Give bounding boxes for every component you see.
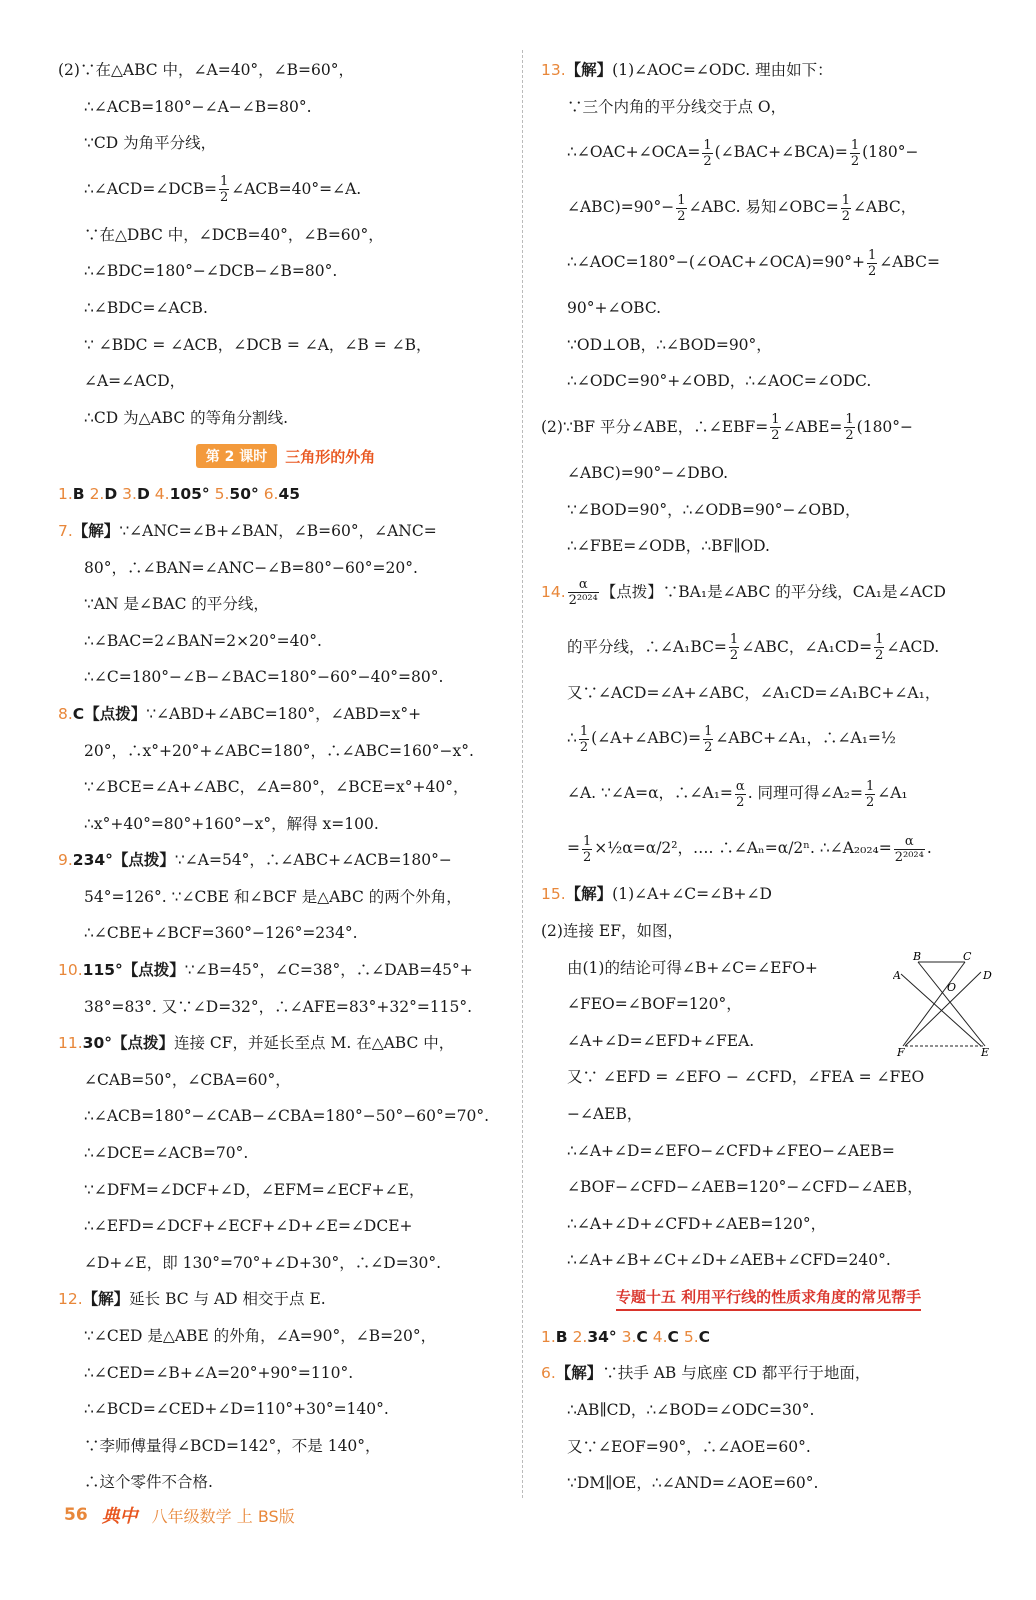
text-line bbox=[58, 253, 513, 290]
numerator: 1 bbox=[771, 412, 780, 428]
line-text: ∴∠DCE=∠ACB=70°. bbox=[84, 1144, 249, 1163]
line-text: ∠ACB=40°=∠A. bbox=[231, 179, 362, 198]
text-line bbox=[541, 455, 996, 492]
line-text: ∴∠C=180°−∠B−∠BAC=180°−60°−40°=80°. bbox=[84, 668, 444, 687]
text-line bbox=[58, 1355, 513, 1392]
denominator: 2²⁰²⁴ bbox=[568, 593, 598, 609]
denominator: 2 bbox=[729, 648, 739, 664]
solution-tag: 【解】 bbox=[565, 885, 613, 904]
text-line bbox=[541, 1169, 996, 1206]
text-line bbox=[58, 290, 513, 327]
line-text: ∴∠ACB=180°−∠CAB−∠CBA=180°−50°−60°=70°. bbox=[84, 1107, 490, 1126]
denominator: 2 bbox=[845, 428, 854, 444]
text-line bbox=[58, 162, 513, 217]
line-text: (180°− bbox=[856, 417, 914, 436]
line-text: (2)∵在△ABC 中，∠A=40°，∠B=60°， bbox=[58, 61, 355, 79]
fraction bbox=[841, 193, 851, 224]
label-e: E bbox=[981, 1046, 990, 1059]
fraction bbox=[865, 779, 875, 810]
fraction bbox=[729, 632, 739, 663]
answer: C bbox=[636, 1327, 648, 1346]
line-text: . bbox=[926, 839, 932, 858]
text-line bbox=[58, 1062, 513, 1099]
solution-tag: 【解】 bbox=[555, 1364, 603, 1383]
text-line bbox=[541, 1465, 996, 1502]
page-footer bbox=[64, 1500, 295, 1530]
topic-heading bbox=[541, 1279, 996, 1319]
line-text: 90°+∠OBC. bbox=[567, 299, 662, 318]
question-number: 1. bbox=[541, 1327, 556, 1346]
right-column bbox=[541, 52, 996, 1502]
fraction bbox=[703, 724, 713, 755]
line-text: ∠ABC，∠A₁CD= bbox=[741, 637, 873, 656]
line-text: (1)∠A+∠C=∠B+∠D bbox=[612, 885, 772, 904]
lesson-title: 三角形的外角 bbox=[285, 447, 376, 466]
question-number: 1. bbox=[58, 485, 73, 504]
line-text: ∵∠B=45°，∠C=38°，∴∠DAB=45°+ bbox=[184, 961, 473, 980]
text-line bbox=[58, 915, 513, 952]
line-text: ∴ bbox=[567, 729, 577, 748]
question-number: 4. bbox=[652, 1327, 668, 1346]
fraction bbox=[874, 632, 884, 663]
line-text: ∠A₁ bbox=[877, 784, 908, 803]
text-line bbox=[541, 821, 996, 876]
fraction bbox=[579, 724, 589, 755]
question-number: 2. bbox=[572, 1327, 588, 1346]
label-a: A bbox=[893, 969, 901, 982]
line-text: . 同理可得∠A₂= bbox=[747, 784, 863, 803]
question-number: 3. bbox=[122, 485, 137, 504]
text-line bbox=[58, 1245, 513, 1282]
solution-tag: 【点拨】 bbox=[111, 1034, 174, 1053]
text-line bbox=[541, 675, 996, 712]
label-o: O bbox=[947, 981, 957, 994]
text-line bbox=[541, 1059, 996, 1096]
fraction bbox=[676, 193, 686, 224]
line-text: ∠ABC， bbox=[853, 198, 917, 217]
question-number: 4. bbox=[154, 485, 170, 504]
text-line bbox=[58, 1464, 513, 1501]
answer: D bbox=[104, 485, 118, 504]
line-text: ∵∠CED 是△ABE 的外角，∠A=90°，∠B=20°， bbox=[84, 1327, 437, 1345]
text-line bbox=[58, 1428, 513, 1465]
line-text: ∵∠ANC=∠B+∠BAN，∠B=60°，∠ANC= bbox=[119, 521, 437, 540]
numerator: 1 bbox=[865, 778, 875, 794]
question-number: 6. bbox=[263, 485, 279, 504]
text-line bbox=[58, 952, 513, 989]
label-c: C bbox=[963, 950, 972, 963]
question-number: 9. bbox=[58, 851, 73, 870]
text-line bbox=[58, 327, 513, 364]
text-line bbox=[58, 586, 513, 623]
line-text: ∴∠BAC=2∠BAN=2×20°=40°. bbox=[84, 631, 322, 650]
question-number: 12. bbox=[58, 1290, 83, 1309]
line-text: 又∵∠ACD=∠A+∠ABC，∠A₁CD=∠A₁BC+∠A₁， bbox=[567, 683, 941, 702]
line-text: ∴x°+40°=80°+160°−x°，解得 x=100. bbox=[84, 814, 379, 833]
question-number: 3. bbox=[621, 1327, 637, 1346]
question-number: 11. bbox=[58, 1034, 83, 1053]
question-number: 7. bbox=[58, 521, 73, 540]
numerator: α bbox=[568, 577, 599, 593]
numerator: 1 bbox=[704, 723, 713, 739]
fraction bbox=[568, 577, 599, 608]
line-text: ∴∠BDC=∠ACB. bbox=[84, 298, 208, 317]
question-number: 8. bbox=[58, 704, 73, 723]
fraction bbox=[770, 412, 780, 443]
solution-tag: 【解】 bbox=[72, 521, 120, 540]
line-text: ∴∠ODC=90°+∠OBD，∴∠AOC=∠ODC. bbox=[567, 372, 872, 391]
text-line bbox=[58, 550, 513, 587]
line-text: ∵∠BOD=90°，∴∠ODB=90°−∠OBD， bbox=[567, 500, 861, 519]
text-line bbox=[541, 711, 996, 766]
text-line bbox=[58, 400, 513, 437]
denominator: 2 bbox=[850, 153, 860, 169]
question-number: 5. bbox=[683, 1327, 699, 1346]
line-text: ∠ACD. bbox=[886, 637, 940, 656]
line-text: 20°，∴x°+20°+∠ABC=180°，∴∠ABC=160°−x°. bbox=[84, 741, 474, 760]
text-line bbox=[541, 1206, 996, 1243]
book-title: 八年级数学 上 BS版 bbox=[151, 1506, 295, 1526]
question-number: 13. bbox=[541, 61, 566, 79]
topic-title: 专题十五 利用平行线的性质求角度的常见帮手 bbox=[616, 1286, 921, 1311]
line-text: ∵AN 是∠BAC 的平分线， bbox=[84, 595, 269, 614]
line-text: ∴∠A+∠B+∠C+∠D+∠AEB+∠CFD=240°. bbox=[567, 1251, 891, 1270]
line-text: −∠AEB， bbox=[567, 1104, 643, 1123]
answer: B bbox=[555, 1327, 568, 1346]
text-line bbox=[541, 1096, 996, 1133]
text-line bbox=[541, 363, 996, 400]
question-number: 2. bbox=[89, 485, 105, 504]
text-line bbox=[58, 733, 513, 770]
line-text: ∴∠AOC=180°−(∠OAC+∠OCA)=90°+ bbox=[567, 253, 865, 272]
line-text: 38°=83°. 又∵∠D=32°，∴∠AFE=83°+32°=115°. bbox=[84, 997, 473, 1016]
line-text: 连接 CF，并延长至点 M. 在△ABC 中， bbox=[174, 1034, 455, 1053]
line-text: ∵∠DFM=∠DCF+∠D，∠EFM=∠ECF+∠E， bbox=[84, 1180, 425, 1199]
solution-tag: 【解】 bbox=[565, 61, 613, 79]
label-f: F bbox=[897, 1046, 905, 1059]
answer: C bbox=[72, 704, 85, 723]
text-line bbox=[58, 659, 513, 696]
denominator: 2 bbox=[583, 849, 592, 865]
denominator: 2 bbox=[841, 208, 851, 224]
line-text: 由(1)的结论可得∠B+∠C=∠EFO+ bbox=[567, 958, 818, 977]
line-text: ∴∠CBE+∠BCF=360°−126°=234°. bbox=[84, 924, 358, 943]
line-text: ∴∠ACD=∠DCB= bbox=[84, 179, 217, 198]
line-text: (∠BAC+∠BCA)= bbox=[714, 143, 848, 162]
text-line bbox=[58, 1318, 513, 1355]
answer: C bbox=[667, 1327, 679, 1346]
answer: B bbox=[72, 485, 85, 504]
answer: D bbox=[136, 485, 150, 504]
line-text: (1)∠AOC=∠ODC. 理由如下： bbox=[612, 61, 833, 79]
numerator: 1 bbox=[583, 833, 592, 849]
line-text: ∴∠CED=∠B+∠A=20°+90°=110°. bbox=[84, 1363, 354, 1382]
text-line bbox=[541, 492, 996, 529]
numerator: 1 bbox=[219, 174, 229, 190]
line-text: ∠CAB=50°，∠CBA=60°， bbox=[84, 1070, 291, 1089]
answer: 50° bbox=[229, 485, 259, 504]
lesson-badge: 第 2 课时 bbox=[196, 444, 278, 468]
geometry-figure bbox=[893, 950, 993, 1060]
fraction bbox=[582, 834, 592, 865]
denominator: 2 bbox=[867, 263, 877, 279]
line-text: ∵∠BCE=∠A+∠ABC，∠A=80°，∠BCE=x°+40°， bbox=[84, 778, 469, 797]
solution-tag: 【点拨】 bbox=[112, 851, 175, 870]
line-text: ∵CD 为角平分线， bbox=[84, 134, 217, 153]
text-line bbox=[58, 1281, 513, 1318]
line-text: (2)连接 EF，如图， bbox=[541, 921, 683, 940]
line-text: ∵在△DBC 中，∠DCB=40°，∠B=60°， bbox=[84, 225, 384, 244]
line-text: ∵DM∥OE，∴∠AND=∠AOE=60°. bbox=[567, 1474, 819, 1493]
answer: 105° bbox=[169, 485, 210, 504]
text-line bbox=[58, 623, 513, 660]
denominator: 2 bbox=[579, 739, 589, 755]
line-text: ∠ABC. 易知∠OBC= bbox=[688, 198, 839, 217]
line-text: ∴∠FBE=∠ODB，∴BF∥OD. bbox=[567, 537, 770, 556]
line-text: ∠ABC)=90°−∠DBO. bbox=[567, 463, 729, 482]
solution-tag: 【解】 bbox=[82, 1290, 130, 1309]
text-line bbox=[58, 217, 513, 254]
line-text: ∵三个内角的平分线交于点 O， bbox=[567, 97, 787, 116]
text-line bbox=[541, 1392, 996, 1429]
numerator: α bbox=[735, 778, 745, 794]
text-line bbox=[58, 879, 513, 916]
text-line bbox=[541, 876, 996, 913]
text-line bbox=[58, 1172, 513, 1209]
solution-tag: 【点拨】 bbox=[122, 961, 185, 980]
column-divider bbox=[522, 50, 523, 1498]
text-line bbox=[541, 1429, 996, 1466]
text-line bbox=[58, 1025, 513, 1062]
line-text: ∴CD 为△ABC 的等角分割线. bbox=[84, 408, 289, 427]
text-line bbox=[541, 125, 996, 180]
text-line bbox=[541, 913, 996, 950]
line-text: ∴∠ACB=180°−∠A−∠B=80°. bbox=[84, 97, 312, 116]
text-line bbox=[541, 766, 996, 821]
fraction bbox=[894, 834, 925, 865]
line-text: ∠FEO=∠BOF=120°， bbox=[567, 995, 742, 1014]
line-text: ∴∠OAC+∠OCA= bbox=[567, 143, 701, 162]
line-text: ∴∠BDC=180°−∠DCB−∠B=80°. bbox=[84, 262, 338, 281]
numerator: 1 bbox=[677, 192, 686, 208]
answer: 30° bbox=[82, 1034, 112, 1053]
text-line bbox=[58, 52, 513, 89]
denominator: 2 bbox=[703, 153, 712, 169]
solution-tag: 【点拨】 bbox=[84, 704, 147, 723]
line-text: 延长 BC 与 AD 相交于点 E. bbox=[129, 1290, 326, 1309]
line-text: ∴∠A+∠D+∠CFD+∠AEB=120°， bbox=[567, 1214, 827, 1233]
text-line bbox=[541, 1133, 996, 1170]
text-line bbox=[58, 513, 513, 550]
fraction bbox=[850, 138, 860, 169]
answer: 45 bbox=[278, 485, 301, 504]
line-text: ∠A+∠D=∠EFD+∠FEA. bbox=[567, 1031, 755, 1050]
numerator: 1 bbox=[703, 137, 712, 153]
line-text: 80°，∴∠BAN=∠ANC−∠B=80°−60°=20°. bbox=[84, 558, 418, 577]
line-text: ∠BOF−∠CFD−∠AEB=120°−∠CFD−∠AEB， bbox=[567, 1178, 923, 1197]
question-number: 6. bbox=[541, 1364, 556, 1383]
text-line bbox=[58, 363, 513, 400]
line-text: ∠A=∠ACD， bbox=[84, 372, 186, 391]
answer: 115° bbox=[82, 961, 123, 980]
numerator: α bbox=[894, 834, 925, 850]
fraction bbox=[844, 412, 854, 443]
text-line bbox=[541, 565, 996, 620]
text-line bbox=[541, 1355, 996, 1392]
line-text: ∠ABC= bbox=[879, 253, 940, 272]
line-text: ∵李师傅量得∠BCD=142°，不是 140°， bbox=[84, 1436, 381, 1455]
text-line bbox=[541, 180, 996, 235]
text-line bbox=[58, 842, 513, 879]
line-text: 又∵∠EOF=90°，∴∠AOE=60°. bbox=[567, 1437, 811, 1456]
text-line bbox=[541, 89, 996, 126]
answer: C bbox=[698, 1327, 711, 1346]
text-line bbox=[58, 1098, 513, 1135]
text-line bbox=[541, 1319, 996, 1356]
text-line bbox=[541, 1242, 996, 1279]
text-line bbox=[541, 235, 996, 290]
left-column bbox=[58, 52, 513, 1501]
text-line bbox=[58, 476, 513, 513]
fraction bbox=[219, 174, 229, 205]
line-text: 又∵ ∠EFD = ∠EFO − ∠CFD，∠FEA = ∠FEO bbox=[567, 1068, 925, 1087]
line-text: ∴这个零件不合格. bbox=[84, 1473, 213, 1492]
fraction bbox=[702, 138, 712, 169]
line-text: (2)∵BF 平分∠ABE，∴∠EBF= bbox=[541, 417, 769, 436]
text-line bbox=[58, 89, 513, 126]
question-number: 5. bbox=[214, 485, 230, 504]
denominator: 2²⁰²⁴ bbox=[894, 849, 924, 865]
label-d: D bbox=[983, 969, 992, 982]
label-b: B bbox=[913, 950, 922, 963]
denominator: 2 bbox=[704, 739, 713, 755]
page-number: 56 bbox=[64, 1505, 88, 1525]
answer: 34° bbox=[587, 1327, 617, 1346]
question-number: 15. bbox=[541, 885, 566, 904]
denominator: 2 bbox=[875, 648, 884, 664]
line-text: ∵OD⊥OB，∴∠BOD=90°， bbox=[567, 335, 772, 354]
text-line bbox=[541, 290, 996, 327]
line-text: (∠A+∠ABC)= bbox=[591, 729, 702, 748]
brand-logo: 典中 bbox=[101, 1506, 138, 1527]
line-text: ∠ABE= bbox=[782, 417, 843, 436]
line-text: ×½α=α/2²，…. ∴∠Aₙ=α/2ⁿ. ∴∠A₂₀₂₄= bbox=[594, 839, 892, 858]
line-text: ∵扶手 AB 与底座 CD 都平行于地面， bbox=[602, 1364, 871, 1383]
question-number: 10. bbox=[58, 961, 83, 980]
text-line bbox=[58, 989, 513, 1026]
fraction bbox=[735, 779, 746, 810]
line-text: ∴∠BCD=∠CED+∠D=110°+30°=140°. bbox=[84, 1400, 389, 1419]
text-line bbox=[58, 1391, 513, 1428]
line-text: ∠D+∠E，即 130°=70°+∠D+30°，∴∠D=30°. bbox=[84, 1253, 442, 1272]
numerator: 1 bbox=[845, 412, 854, 428]
answer: 234° bbox=[72, 851, 113, 870]
text-line bbox=[541, 52, 996, 89]
fraction bbox=[867, 248, 877, 279]
line-text: ∴∠A+∠D=∠EFO−∠CFD+∠FEO−∠AEB= bbox=[567, 1141, 895, 1160]
line-text: 【点拨】∵BA₁是∠ABC 的平分线，CA₁是∠ACD bbox=[600, 582, 946, 601]
line-text: ∵∠A=54°，∴∠ABC+∠ACB=180°− bbox=[174, 851, 452, 870]
line-text: ∴AB∥CD，∴∠BOD=∠ODC=30°. bbox=[567, 1401, 815, 1420]
text-line bbox=[541, 528, 996, 565]
denominator: 2 bbox=[736, 794, 745, 810]
numerator: 1 bbox=[729, 632, 739, 648]
line-text: ∠ABC+∠A₁，∴∠A₁=½ bbox=[715, 729, 896, 748]
numerator: 1 bbox=[579, 723, 589, 739]
lesson-heading bbox=[58, 436, 513, 476]
text-line bbox=[58, 769, 513, 806]
numerator: 1 bbox=[867, 247, 877, 263]
text-line bbox=[58, 1135, 513, 1172]
question-number: 14. bbox=[541, 582, 566, 601]
line-text: ∴∠EFD=∠DCF+∠ECF+∠D+∠E=∠DCE+ bbox=[84, 1217, 413, 1236]
denominator: 2 bbox=[219, 190, 229, 206]
text-line bbox=[58, 806, 513, 843]
numerator: 1 bbox=[841, 192, 851, 208]
denominator: 2 bbox=[677, 208, 686, 224]
line-text: ∠A. ∵∠A=α，∴∠A₁= bbox=[567, 784, 733, 803]
text-line bbox=[541, 620, 996, 675]
denominator: 2 bbox=[771, 428, 780, 444]
line-text: ∵∠ABD+∠ABC=180°，∠ABD=x°+ bbox=[146, 704, 422, 723]
line-text: (180°− bbox=[862, 143, 919, 162]
text-line bbox=[58, 696, 513, 733]
text-line bbox=[541, 400, 996, 455]
text-line bbox=[541, 327, 996, 364]
numerator: 1 bbox=[875, 632, 884, 648]
text-line bbox=[58, 125, 513, 162]
denominator: 2 bbox=[865, 794, 875, 810]
line-text: 的平分线，∴∠A₁BC= bbox=[567, 637, 727, 656]
numerator: 1 bbox=[850, 137, 860, 153]
line-text: ∵ ∠BDC = ∠ACB，∠DCB = ∠A，∠B = ∠B， bbox=[84, 335, 432, 354]
line-text: ∠ABC)=90°− bbox=[567, 198, 675, 217]
line-text: 54°=126°. ∵∠CBE 和∠BCF 是△ABC 的两个外角， bbox=[84, 887, 462, 906]
line-text: = bbox=[567, 839, 580, 858]
text-line bbox=[58, 1208, 513, 1245]
